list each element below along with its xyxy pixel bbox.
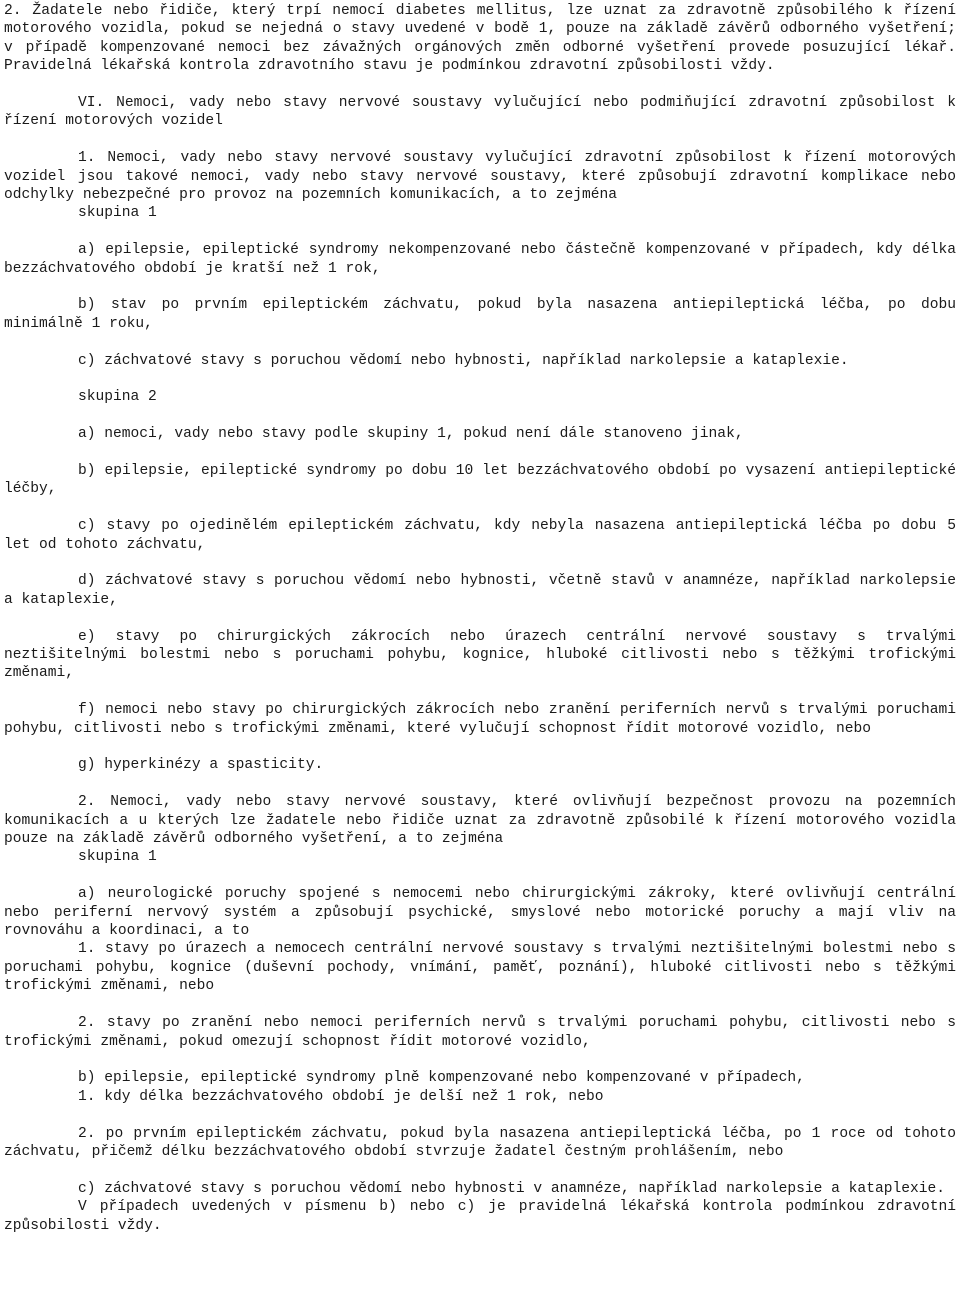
- list-item: f) nemoci nebo stavy po chirurgických zákrocích nebo zranění periferních nervů s trvalými poruchami pohybu, citlivosti nebo s trofickými změnami, které vylučují schopnost řídit motorové vozidlo, nebo: [4, 702, 956, 737]
- list-item: a) nemoci, vady nebo stavy podle skupiny 1, pokud není dále stanoveno jinak,: [78, 426, 744, 443]
- sub-list-item: 2. po prvním epileptickém záchvatu, pokud byla nasazena antiepileptická léčba, po 1 roce od tohoto záchvatu, přičemž délku bezzáchvatového období stvrzuje žadatel čestným prohlášením, nebo: [4, 1125, 956, 1160]
- list-item: b) stav po prvním epileptickém záchvatu, pokud byla nasazena antiepileptická léčba, po dobu minimálně 1 roku,: [4, 297, 956, 332]
- sub-list-item: 1. kdy délka bezzáchvatového období je delší než 1 rok, nebo: [78, 1088, 604, 1105]
- list-item: d) záchvatové stavy s poruchou vědomí nebo hybnosti, včetně stavů v anamnéze, například narkolepsie a kataplexie,: [4, 573, 956, 608]
- sub-list-item: 2. stavy po zranění nebo nemoci periferních nervů s trvalými poruchami pohybu, citlivosti nebo s trofickými změnami, pokud omezují schopnost řídit motorové vozidlo,: [4, 1015, 956, 1050]
- document-page: [4, 2, 956, 1235]
- list-item: g) hyperkinézy a spasticity.: [78, 757, 324, 774]
- group-label: skupina 2: [78, 389, 157, 406]
- paragraph-closing-note: V případech uvedených v písmenu b) nebo c) je pravidelná lékařská kontrola podmínkou zdravotní způsobilosti vždy.: [4, 1199, 956, 1234]
- list-item: c) záchvatové stavy s poruchou vědomí nebo hybnosti, například narkolepsie a kataplexie.: [78, 352, 849, 369]
- list-item: a) epilepsie, epileptické syndromy nekompenzované nebo částečně kompenzované v případech, kdy délka bezzáchvatového období je kratší než 1 rok,: [4, 242, 956, 277]
- list-item: b) epilepsie, epileptické syndromy po dobu 10 let bezzáchvatového období po vysazení antiepileptické léčby,: [4, 463, 956, 498]
- list-item: e) stavy po chirurgických zákrocích nebo úrazech centrální nervové soustavy s trvalými neztišitelnými bolestmi nebo s poruchami pohybu, kognice, hluboké citlivosti nebo s těžkými trofickými změnami,: [4, 628, 956, 682]
- group-label: skupina 1: [78, 849, 157, 866]
- group-label: skupina 1: [78, 205, 157, 222]
- paragraph-point-1: 1. Nemoci, vady nebo stavy nervové soustavy vylučující zdravotní způsobilost k řízení motorových vozidel jsou takové nemoci, vady nebo stavy nervové soustavy, které způsobují zdravotní komplikace nebo odchylky nebezpečné pro provoz na pozemních komunikacích, a to zejména: [4, 150, 956, 204]
- paragraph-point-2: 2. Nemoci, vady nebo stavy nervové soustavy, které ovlivňují bezpečnost provozu na pozemních komunikacích a u kterých lze žadatele nebo řidiče uznat za zdravotně způsobilé k řízení motorového vozidla pouze na základě závěrů odborného vyšetření, a to zejména: [4, 794, 956, 848]
- list-item: c) stavy po ojedinělém epileptickém záchvatu, kdy nebyla nasazena antiepileptická léčba po dobu 5 let od tohoto záchvatu,: [4, 518, 956, 553]
- list-item: b) epilepsie, epileptické syndromy plně kompenzované nebo kompenzované v případech,: [78, 1070, 805, 1087]
- list-item: c) záchvatové stavy s poruchou vědomí nebo hybnosti v anamnéze, například narkolepsie a kataplexie.: [78, 1180, 946, 1197]
- list-item: a) neurologické poruchy spojené s nemocemi nebo chirurgickými zákroky, které ovlivňují centrální nebo periferní nervový systém a způsobují psychické, smyslové nebo motorické poruchy a mají vliv na rovnováhu a koordinaci, a to: [4, 886, 956, 940]
- sub-list-item: 1. stavy po úrazech a nemocech centrální nervové soustavy s trvalými neztišitelnými bolestmi nebo s poruchami pohybu, kognice (duševní pochody, vnímání, paměť, poznání), hluboké citlivosti nebo s těžkými trofickými změnami, nebo: [4, 941, 956, 995]
- paragraph-diabetes: 2. Žadatele nebo řidiče, který trpí nemocí diabetes mellitus, lze uznat za zdravotně způsobilého k řízení motorového vozidla, pokud se nejedná o stavy uvedené v bodě 1, pouze na základě závěrů odborného vyšetření; v případě kompenzované nemoci bez závažných orgánových změn odborné vyšetření provede posuzující lékař. Pravidelná lékařská kontrola zdravotního stavu je podmínkou zdravotní způsobilosti vždy.: [4, 3, 956, 75]
- section-heading-vi: VI. Nemoci, vady nebo stavy nervové soustavy vylučující nebo podmiňující zdravotní způsobilost k řízení motorových vozidel: [4, 95, 956, 130]
